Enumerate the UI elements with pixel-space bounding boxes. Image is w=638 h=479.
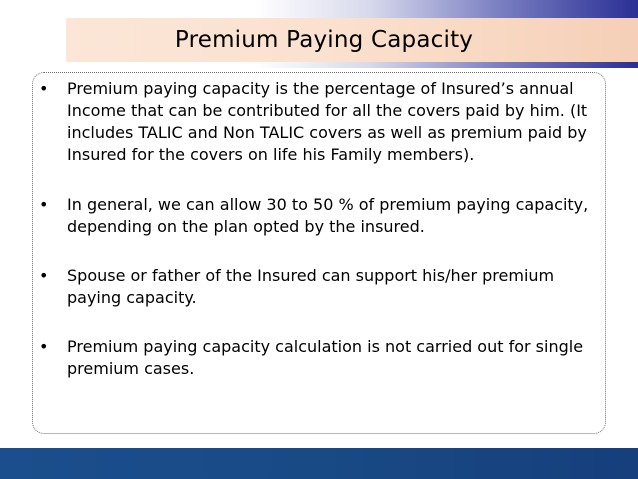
bullet-text: Premium paying capacity calculation is not carried out for single premium cases. bbox=[67, 337, 584, 378]
bullet-marker: • bbox=[39, 337, 49, 356]
footer-bar bbox=[0, 448, 638, 479]
slide-title: Premium Paying Capacity bbox=[174, 27, 474, 53]
bullet-marker: • bbox=[39, 195, 49, 214]
bullet-text: Spouse or father of the Insured can support his/her premium paying capacity. bbox=[67, 266, 555, 307]
bullet-marker: • bbox=[39, 79, 49, 98]
bullet-text: In general, we can allow 30 to 50 % of premium paying capacity, depending on the plan opted by the insured. bbox=[67, 195, 589, 236]
bullet-marker: • bbox=[39, 266, 49, 285]
bullet-text: Premium paying capacity is the percentage of Insured’s annual Income that can be contributed for all the covers paid by him. (It includes TALIC and Non TALIC covers as well as premium paid by Insured for the covers on life his Family members). bbox=[67, 79, 588, 164]
